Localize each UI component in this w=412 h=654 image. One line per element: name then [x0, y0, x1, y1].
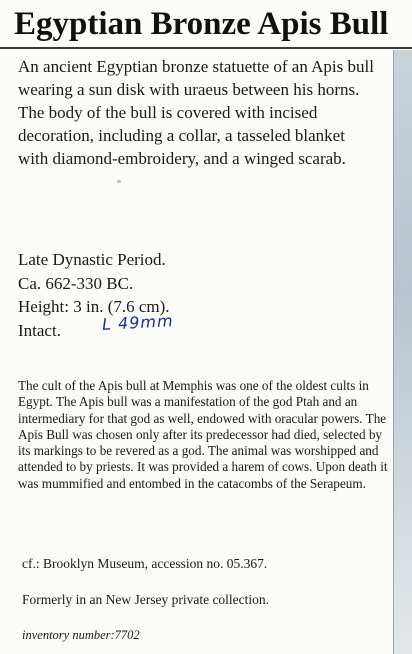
title-divider: [0, 47, 412, 49]
condition-line: Intact.: [18, 320, 61, 340]
paper-speck: [117, 180, 121, 183]
height-line: Height: 3 in. (7.6 cm).: [18, 297, 170, 316]
inventory-number: inventory number:7702: [22, 628, 140, 642]
period-line: Late Dynastic Period.: [18, 250, 166, 269]
provenance-line: Formerly in an New Jersey private collection.: [22, 592, 270, 607]
side-photo-band: [394, 50, 412, 654]
handwritten-note: L 49mm: [101, 311, 174, 334]
history-paragraph: The cult of the Apis bull at Memphis was one of the oldest cults in Egypt. The Apis bull was a manifestation of the god Ptah and an intermediary for that god as well, endowed with oracular powers. The Apis Bull was chosen only after its predecessor had died, selected by its markings to be revered as a god. The animal was worshipped and attended to by priests. It was provided a harem of cows. Upon death it was mummified and entombed in the catacombs of the Serapeum.: [18, 378, 388, 491]
document-title: Egyptian Bronze Apis Bull: [14, 6, 389, 42]
details-block: [18, 248, 378, 342]
reference-line: cf.: Brooklyn Museum, accession no. 05.367.: [22, 556, 268, 571]
description-paragraph: An ancient Egyptian bronze statuette of an Apis bull wearing a sun disk with uraeus between his horns. The body of the bull is covered with incised decoration, including a collar, a tasseled blanket with diamond-embroidery, and a winged scarab.: [18, 57, 374, 168]
date-line: Ca. 662-330 BC.: [18, 273, 134, 293]
